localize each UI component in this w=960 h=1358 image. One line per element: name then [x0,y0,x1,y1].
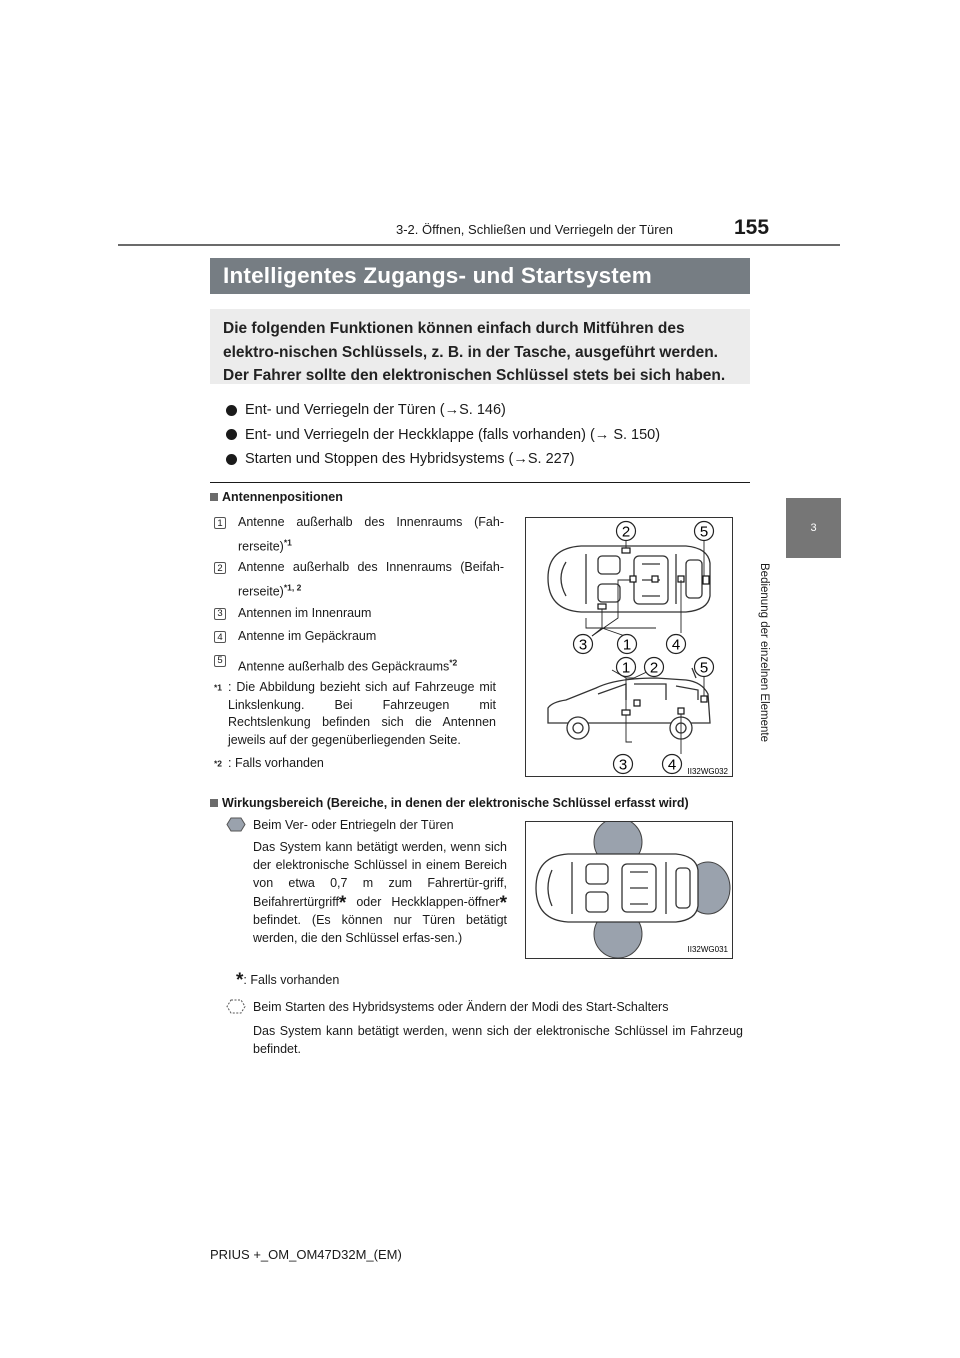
antenna-figure [525,517,733,777]
range-item-title: Beim Starten des Hybridsystems oder Ändern der Modi des Start-Schalters [253,1000,669,1014]
range-figure [525,821,733,959]
range-zone-icon-dashed [226,999,246,1014]
car-antenna-illustration [526,518,732,776]
callout-label: 3 [618,756,628,774]
footnote-mark: *1 [283,537,292,548]
car-top-view [548,546,710,612]
number-badge: 3 [214,608,226,620]
footnote: *: Falls vorhanden [236,970,340,991]
number-badge: 4 [214,631,226,643]
list-item: 1 Antenne außerhalb des Innenraums (Fah-rerseite)$^{*1}$ [214,514,506,555]
list-item: Ent- und Verriegeln der Heckklappe (falls vorhanden) (→ S. 150) [226,423,766,447]
range-item-text: Das System kann betätigt werden, wenn sich der elektronische Schlüssel in einem Bereich von etwa 0,7 m zum Fahrertür-griff, Beifahrertürgriff* oder Heckklappen-öffner* befindet. (Es können nur Türen betätigt werden, die den Schlüssel erfas-sen.) [253,840,507,945]
list-item: 2 Antenne außerhalb des Innenraums (Beifah-rerseite)$^{*1, 2}$ [214,559,506,600]
footnote: $^{*1}$ : Die Abbildung bezieht sich auf Fahrzeuge mit Linkslenkung. Bei Fahrzeugen mit Rechtslenkung befinden sich die Antennen jeweils auf der gegenüberliegenden Seite. [214,680,496,747]
page-title: Intelligentes Zugangs- und Startsystem [210,258,750,294]
bullet-icon [226,454,237,465]
document-code: PRIUS +_OM_OM47D32M_(EM) [210,1247,402,1262]
bullet-icon [226,405,237,416]
footnote-mark: * [499,893,507,915]
footnote-mark: * [338,893,347,915]
callout-label: 2 [649,659,659,677]
chapter-tab [786,498,841,558]
antenna-list [214,514,506,779]
bullet-icon [226,429,237,440]
antenna-heading: Antennenpositionen [210,490,343,504]
range-item-text: Das System kann betätigt werden, wenn sich der elektronische Schlüssel im Fahrzeug befindet. [253,1024,743,1056]
callout-label: 4 [671,636,681,654]
feature-list [226,398,766,472]
section-divider [210,482,750,483]
footnote-mark: *2 [449,657,458,668]
callout-label: 1 [621,659,631,677]
number-badge: 2 [214,562,226,574]
chapter-tab-label: Bedienung der einzelnen Elemente [758,563,770,743]
callout-label: 5 [699,523,709,541]
car-top-view [536,854,698,922]
range-item-title: Beim Ver- oder Entriegeln der Türen [253,818,454,832]
section-square-icon [210,493,218,501]
callout-label: 2 [621,523,631,541]
list-item: Ent- und Verriegeln der Türen (→S. 146) [226,398,766,422]
list-item: Starten und Stoppen des Hybridsystems (→S. 227) [226,447,766,471]
callout-label: 4 [667,756,677,774]
callout-label: 5 [699,659,709,677]
footnote-mark: *1, 2 [283,582,302,593]
range-heading: Wirkungsbereich (Bereiche, in denen der elektronische Schlüssel erfasst wird) [210,796,689,810]
range-zone-icon-solid [226,817,246,832]
chapter-tab-number: 3 [810,522,817,534]
page-number: 155 [734,216,770,239]
footnote: $^{*2}$ : Falls vorhanden [214,756,324,771]
list-item: 3 Antennen im Innenraum [214,605,506,623]
figure-id: II32WG031 [687,945,728,954]
list-item: 5 Antenne außerhalb des Gepäckraums$^{*2}$ [214,652,506,676]
callout-label: 1 [622,636,632,654]
detection-range-illustration [526,822,732,958]
list-item: 4 Antenne im Gepäckraum [214,628,506,646]
header-rule [118,244,840,246]
callout-label: 3 [578,636,588,654]
number-badge: 1 [214,517,226,529]
section-square-icon [210,799,218,807]
number-badge: 5 [214,655,226,667]
chapter-title: 3-2. Öffnen, Schließen und Verriegeln der Türen [396,222,674,237]
intro-box: Die folgenden Funktionen können einfach durch Mitführen des elektro-nischen Schlüssels, z. B. in der Tasche, ausgeführt werden. Der Fahrer sollte den elektronischen Schlüssel stets bei sich haben. [210,309,750,384]
figure-id: II32WG032 [687,767,728,776]
car-side-view [548,668,710,739]
